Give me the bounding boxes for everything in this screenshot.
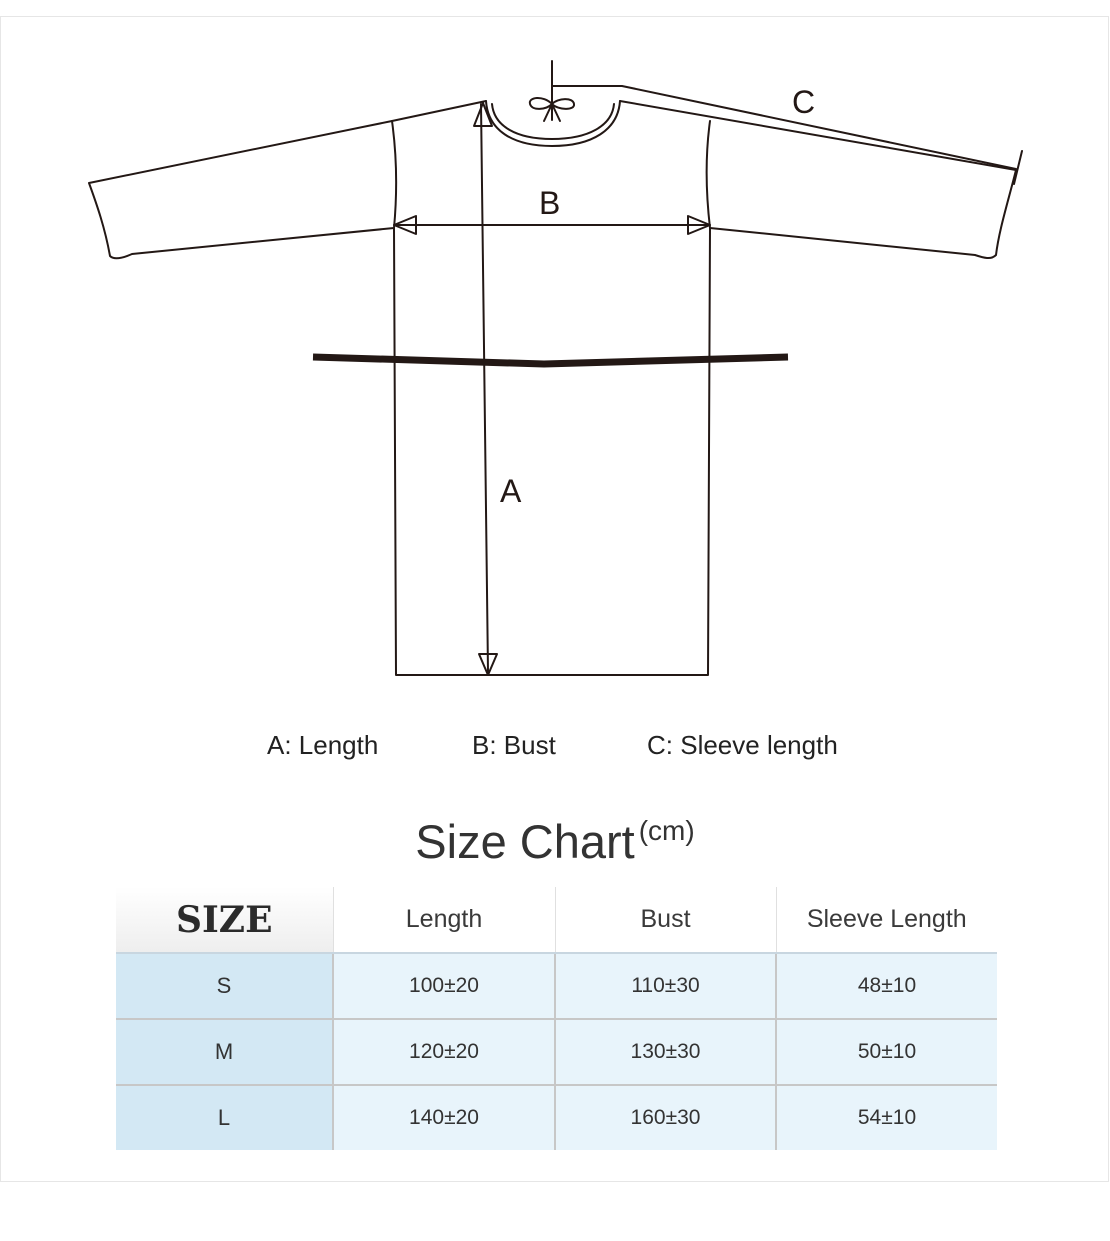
size-chart-unit: (cm) <box>638 815 695 846</box>
table-row <box>116 953 997 1019</box>
header-size: SIZE <box>116 887 333 953</box>
marker-a-label: A <box>500 473 522 509</box>
size-chart-title <box>0 814 1110 869</box>
legend-length: A: Length <box>267 730 379 760</box>
table-header-row <box>116 887 997 953</box>
right-armhole-seam <box>707 121 710 228</box>
sleeve-cell: 48±10 <box>776 953 997 1019</box>
table-row <box>116 1085 997 1150</box>
bust-cell: 130±30 <box>555 1019 776 1085</box>
size-cell: M <box>116 1019 333 1085</box>
length-cell: 120±20 <box>333 1019 555 1085</box>
legend-bust: B: Bust <box>472 730 556 760</box>
length-cell: 100±20 <box>333 953 555 1019</box>
size-chart-title-text: Size Chart <box>415 815 635 868</box>
marker-b-label: B <box>539 185 561 221</box>
size-cell: L <box>116 1085 333 1150</box>
table-row <box>116 1019 997 1085</box>
left-armhole-seam <box>392 121 396 228</box>
header-sleeve-length: Sleeve Length <box>776 887 997 953</box>
marker-c-label: C <box>792 84 816 120</box>
sleeve-cell: 54±10 <box>776 1085 997 1150</box>
legend-sleeve: C: Sleeve length <box>647 730 838 760</box>
length-measure-line <box>481 104 488 672</box>
waist-tie <box>313 357 788 364</box>
length-cell: 140±20 <box>333 1085 555 1150</box>
bust-cell: 110±30 <box>555 953 776 1019</box>
header-length: Length <box>333 887 555 953</box>
sleeve-measure-end <box>1014 151 1022 184</box>
sleeve-cell: 50±10 <box>776 1019 997 1085</box>
bust-cell: 160±30 <box>555 1085 776 1150</box>
size-table <box>116 887 997 1150</box>
sleeve-measure-line <box>552 61 1016 169</box>
header-bust: Bust <box>555 887 776 953</box>
size-cell: S <box>116 953 333 1019</box>
